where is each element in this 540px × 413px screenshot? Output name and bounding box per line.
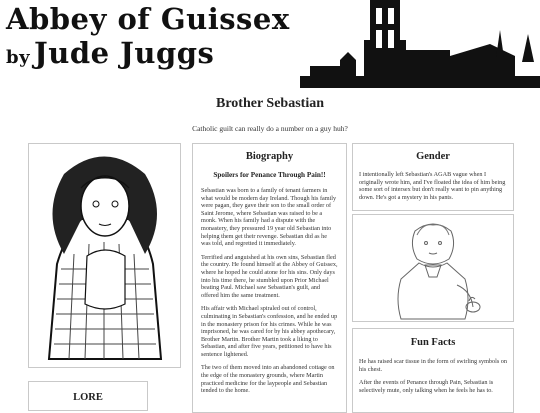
site-title-line1: Abbey of Guissex [6, 2, 290, 36]
biography-paragraph: Sebastian was born to a family of tenant farmers in what would be modern day Ireland. Though his family were pagan, they gave their son to the small order of Saint Jerome, where Sebastian was raised to be a monk. When his family had a dispute with the monastery, they pressured 19 year old Sebastian into helping them get their revenge. Sebastian did as he was told, and regretted it immediately. [201, 187, 337, 248]
fun-fact-item: After the events of Penance through Pain, Sebastian is selectively mute, only talking when he feels he has to. [359, 379, 494, 394]
gender-text: I intentionally left Sebastian's AGAB vague when I originally wrote him, and I've floated the idea of him being some sort of intersex but don't really want to pin anything down. He's got a mystery in his pants. [359, 171, 506, 201]
abbey-skyline-banner [300, 0, 540, 88]
biography-paragraph: The two of them moved into an abandoned cottage on the edge of the monastery grounds, where Martin practiced medicine for the laypeople and Sebastian tended to the home. [201, 364, 335, 395]
site-title[interactable] [6, 2, 290, 75]
site-byline [6, 36, 290, 75]
fun-facts-heading: Fun Facts [410, 337, 456, 348]
lore-panel[interactable] [28, 381, 148, 411]
gender-heading: Gender [416, 151, 450, 162]
sebastian-sketch-illustration [353, 215, 513, 321]
lore-heading: LORE [73, 392, 103, 403]
byline-by: by [6, 47, 31, 68]
character-portrait [28, 143, 181, 368]
fun-facts-panel [352, 328, 514, 413]
biography-panel [192, 143, 347, 413]
sebastian-portrait-illustration [29, 144, 180, 367]
site-header [0, 0, 540, 86]
biography-heading: Biography [245, 151, 294, 162]
biography-paragraph: His affair with Michael spiraled out of control, culminating in Sebastian's confession, and he ended up in the monastery prison for his crimes. While he was imprisoned, he was cared for by his abbey apothecary, Brother Martin. Brother Martin took a liking to Sebastian, and after five years, petitioned to have his sentence lightened. [201, 305, 338, 358]
fun-fact-item: He has raised scar tissue in the form of swirling symbols on his chest. [359, 358, 507, 373]
spoiler-warning: Spoilers for Penance Through Pain!! [213, 171, 326, 179]
biography-paragraph: Terrified and anguished at his own sins, Sebastian fled the country. He found himself at the Abbey of Guissex, where he hoped he could atone for his sins. Only days into his time there, he stumbled upon Prior Michael beating Paul. Michael saw Sebastian's guilt, and offered him the same treatment. [201, 253, 338, 299]
page-title: Brother Sebastian [216, 96, 324, 111]
page-tagline: Catholic guilt can really do a number on a guy huh? [192, 124, 348, 133]
character-sketch [352, 214, 514, 322]
gender-panel [352, 143, 514, 211]
author-name: Jude Juggs [34, 36, 215, 70]
